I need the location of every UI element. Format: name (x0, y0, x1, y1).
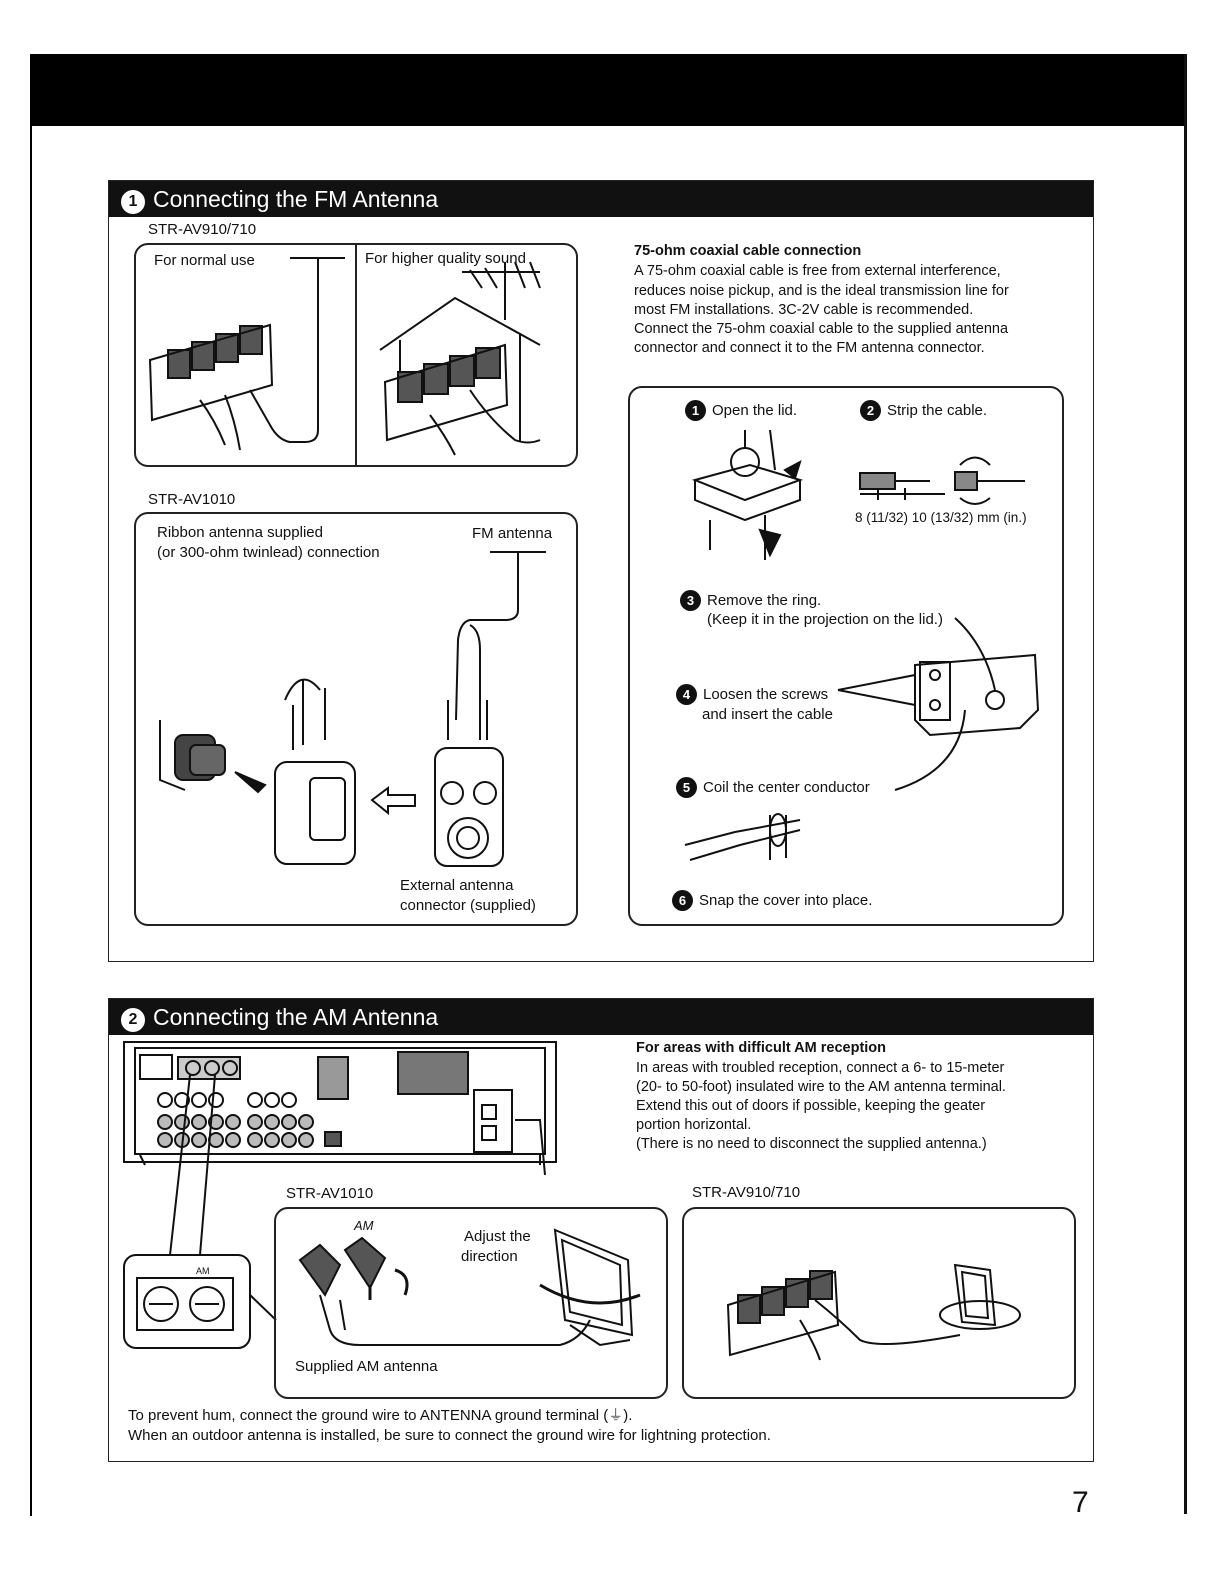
step-4-number: 4 (676, 684, 697, 705)
ribbon-label-2: (or 300-ohm twinlead) connection (157, 544, 380, 561)
step-3-note: (Keep it in the projection on the lid.) (707, 611, 943, 628)
step-3-text: Remove the ring. (707, 592, 822, 609)
coax-line-1: A 75-ohm coaxial cable is free from external interference, (634, 263, 1001, 279)
adjust-label-2: direction (461, 1248, 518, 1265)
am-model-label-910: STR-AV910/710 (692, 1184, 801, 1201)
coax-line-2: reduces noise pickup, and is the ideal transmission line for (634, 283, 1009, 299)
step-2-text: Strip the cable. (887, 402, 988, 419)
step-2-number: 2 (860, 400, 881, 421)
higher-quality-label: For higher quality sound (365, 250, 526, 267)
lightning-note: When an outdoor antenna is installed, be sure to connect the ground wire for lightning protection. (128, 1427, 771, 1444)
step-5-text: Coil the center conductor (703, 779, 870, 796)
coax-line-4: Connect the 75-ohm coaxial cable to the supplied antenna (634, 321, 1009, 337)
model-label-1010: STR-AV1010 (148, 491, 236, 508)
page-number: 7 (1072, 1486, 1089, 1519)
external-connector-label-1: External antenna (400, 877, 514, 894)
fm-section-number: 1 (121, 190, 145, 214)
adjust-label-1: Adjust the (464, 1228, 531, 1245)
am-section-number: 2 (121, 1008, 145, 1032)
am-line-4: portion horizontal. (636, 1117, 752, 1133)
fm-section-title: Connecting the FM Antenna (153, 186, 439, 212)
coax-line-3: most FM installations. 3C-2V cable is recommended. (634, 302, 974, 318)
model-label-910: STR-AV910/710 (148, 221, 257, 238)
am-heading: For areas with difficult AM reception (636, 1040, 887, 1056)
am-knob-label: AM (354, 1218, 374, 1233)
strip-measurement: 8 (11/32) 10 (13/32) mm (in.) (855, 510, 1027, 525)
am-section-title: Connecting the AM Antenna (153, 1004, 439, 1030)
step-1-text: Open the lid. (712, 402, 798, 419)
am-model-label-1010: STR-AV1010 (286, 1185, 374, 1202)
coax-heading: 75-ohm coaxial cable connection (634, 243, 862, 259)
am-line-3: Extend this out of doors if possible, keeping the geater (636, 1098, 986, 1114)
external-connector-label-2: connector (supplied) (400, 897, 536, 914)
am-line-1: In areas with troubled reception, connect a 6- to 15-meter (636, 1060, 1005, 1076)
step-4-note: and insert the cable (702, 706, 833, 723)
ground-note: To prevent hum, connect the ground wire to ANTENNA ground terminal (⏚). (128, 1407, 633, 1424)
am-line-2: (20- to 50-foot) insulated wire to the AM antenna terminal. (636, 1079, 1006, 1095)
step-6-number: 6 (672, 890, 693, 911)
coax-line-5: connector and connect it to the FM antenna connector. (634, 340, 985, 356)
step-6-text: Snap the cover into place. (699, 892, 873, 909)
step-5-number: 5 (676, 777, 697, 798)
supplied-am-label: Supplied AM antenna (295, 1358, 438, 1375)
am-line-5: (There is no need to disconnect the supplied antenna.) (636, 1136, 987, 1152)
step-4-text: Loosen the screws (703, 686, 829, 703)
ribbon-label-1: Ribbon antenna supplied (157, 524, 323, 541)
am-terminal-label: AM (196, 1266, 210, 1276)
step-3-number: 3 (680, 590, 701, 611)
normal-use-label: For normal use (154, 252, 255, 269)
fm-antenna-label: FM antenna (472, 525, 553, 542)
step-1-number: 1 (685, 400, 706, 421)
